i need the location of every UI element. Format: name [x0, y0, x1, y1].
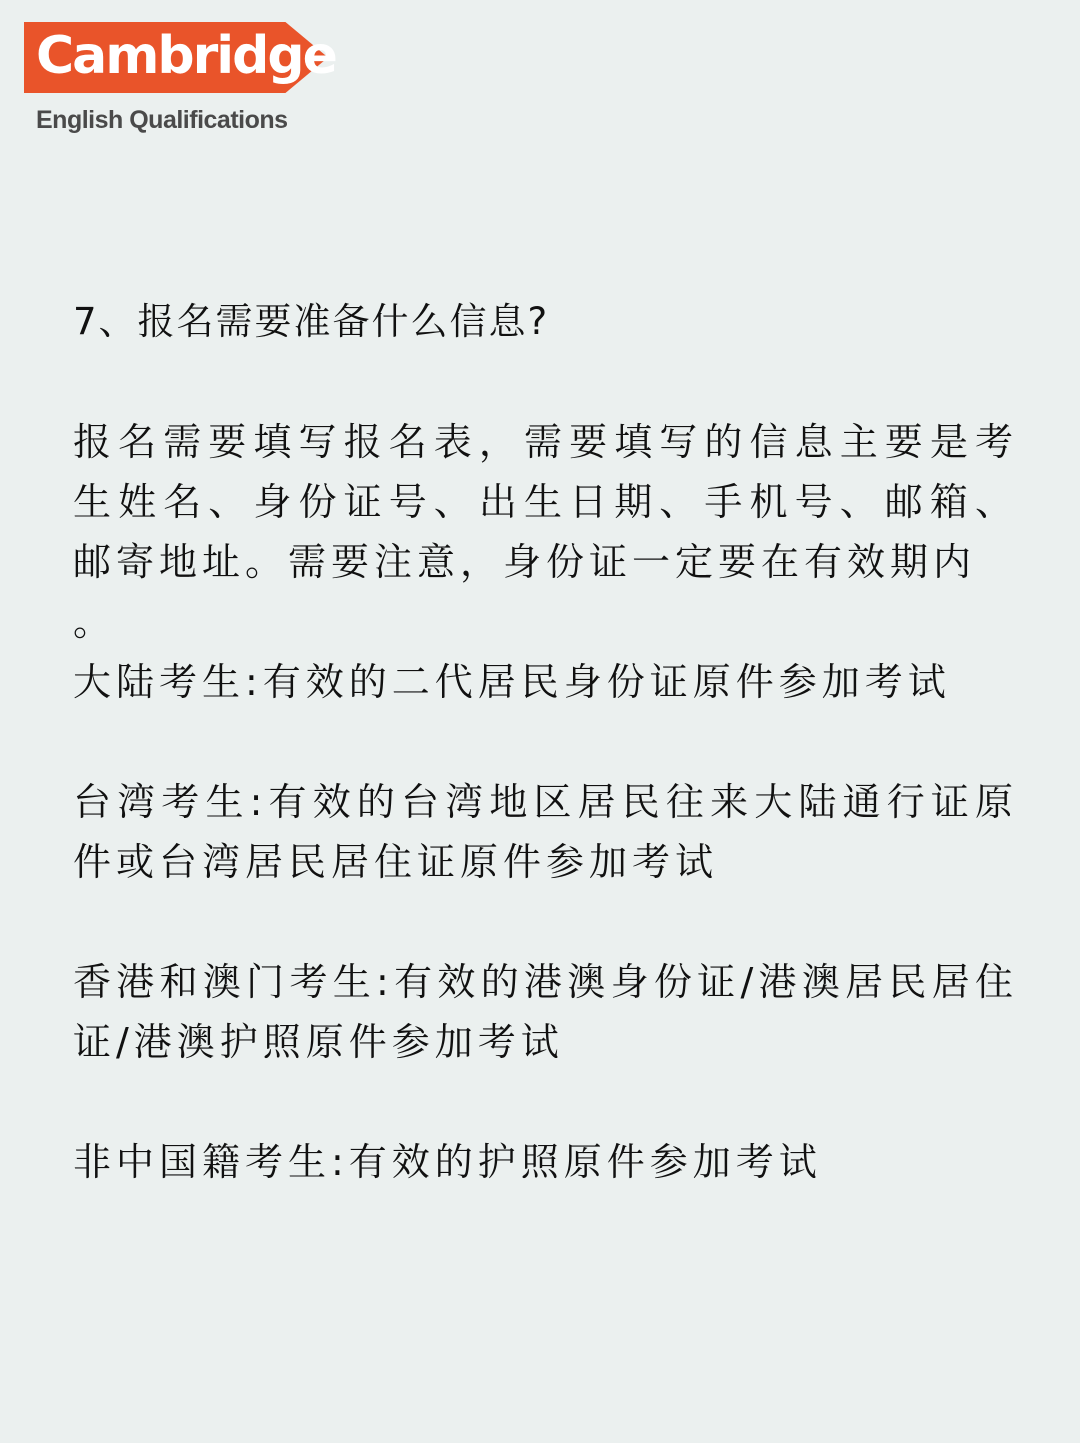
- hkmo-requirement: 香港和澳门考生:有效的港澳身份证/港澳居民居住证/港澳护照原件参加考试: [73, 960, 1018, 1064]
- intro-paragraph: 报名需要填写报名表，需要填写的信息主要是考生姓名、身份证号、出生日期、手机号、邮箱、邮寄地址。需要注意，身份证一定要在有效期内: [73, 420, 1018, 584]
- mainland-requirement: 大陆考生:有效的二代居民身份证原件参加考试: [73, 660, 951, 704]
- foreign-requirement: 非中国籍考生:有效的护照原件参加考试: [73, 1140, 822, 1184]
- article-content: [73, 292, 1018, 1192]
- question-title: 7、报名需要准备什么信息?: [73, 300, 550, 343]
- taiwan-requirement: 台湾考生:有效的台湾地区居民往来大陆通行证原件或台湾居民居住证原件参加考试: [73, 780, 1018, 884]
- logo-wordmark: Cambridge: [36, 26, 336, 86]
- intro-period: 。: [73, 600, 117, 644]
- logo-subtitle: English Qualifications: [36, 106, 288, 134]
- cambridge-logo: [24, 22, 334, 142]
